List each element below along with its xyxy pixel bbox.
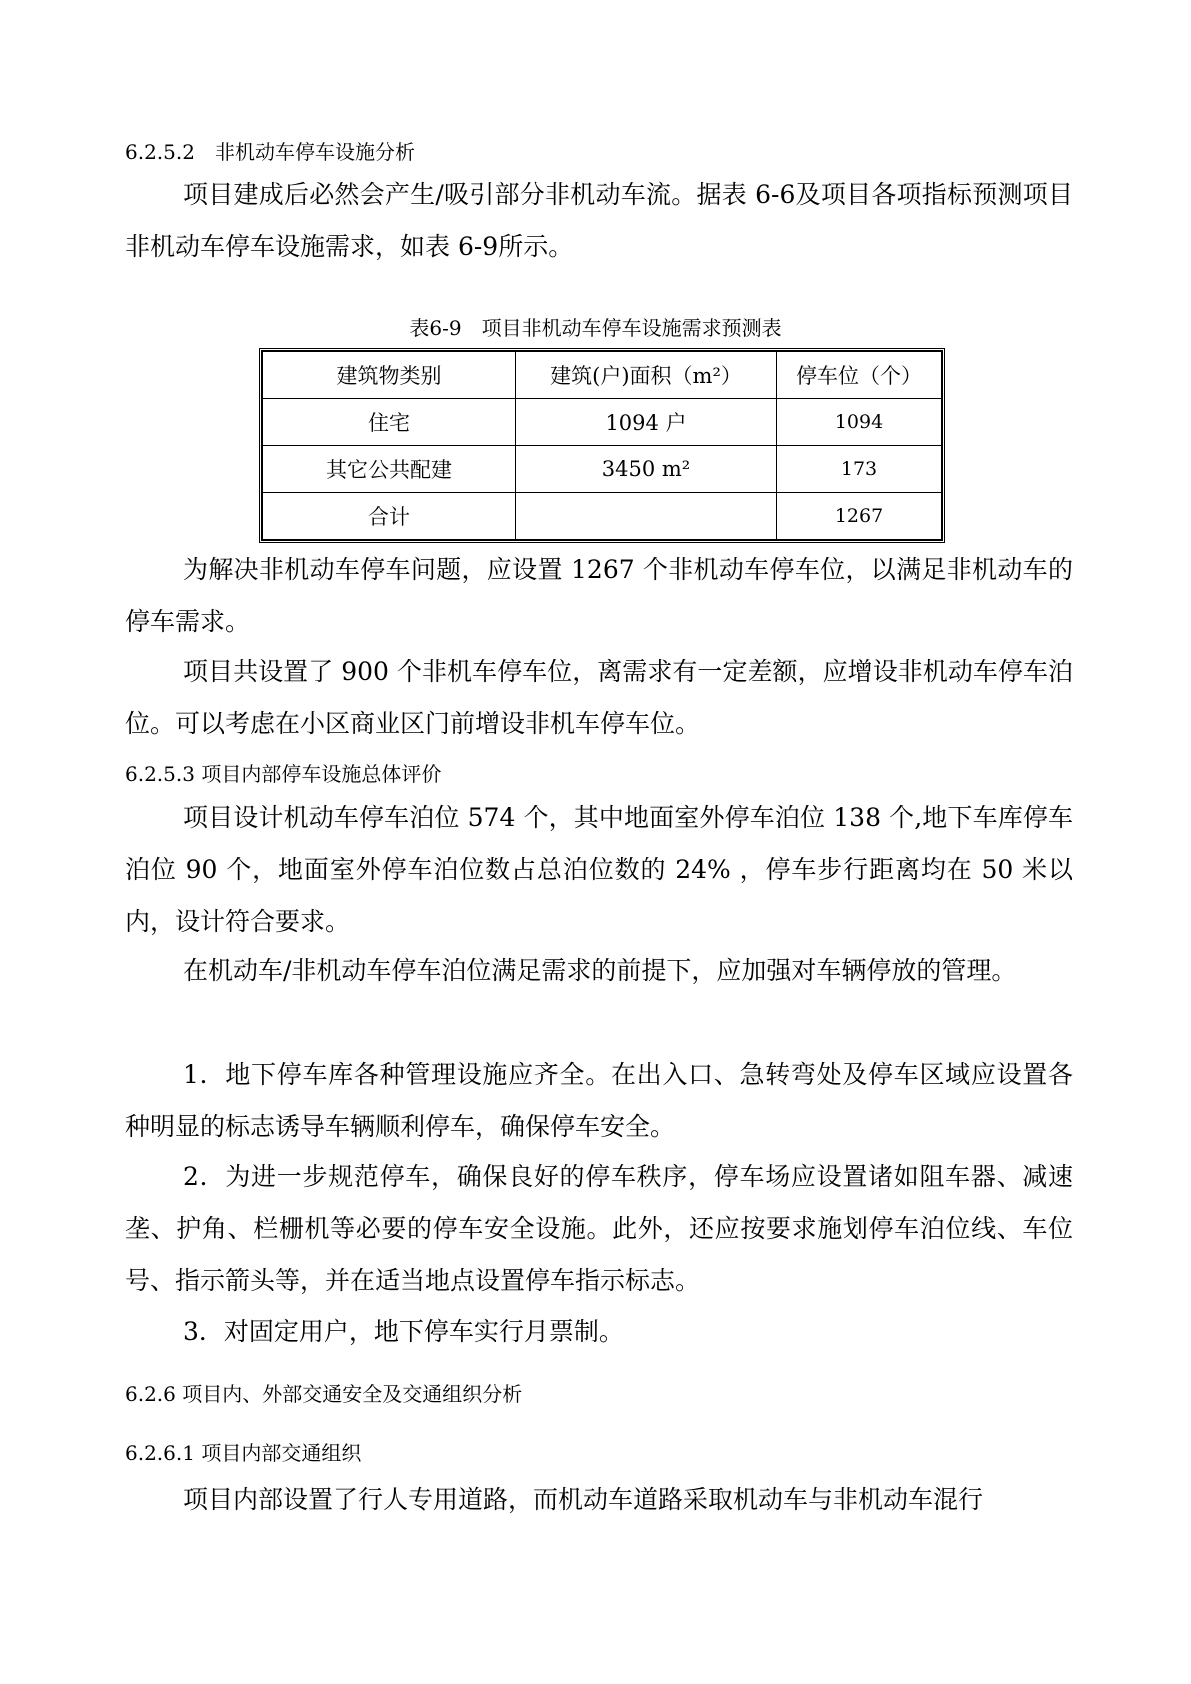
table-cell: 1094 户 xyxy=(516,399,777,446)
paragraph-internal-traffic: 项目内部设置了行人专用道路，而机动车道路采取机动车与非机动车混行 xyxy=(183,1485,984,1514)
table-cell: 1267 xyxy=(777,493,942,540)
table-caption: 表6-9 项目非机动车停车设施需求预测表 xyxy=(409,316,782,340)
paragraph-intro: 项目建成后必然会产生/吸引部分非机动车流。据表 6-6及项目各项指标预测项目非机动车停车设施需求，如表 6-9所示。 xyxy=(125,180,1073,261)
table-row xyxy=(263,399,942,446)
table-cell xyxy=(516,493,777,540)
table-cell: 其它公共配建 xyxy=(263,446,516,493)
paragraph-supply: 项目共设置了 900 个非机车停车位，离需求有一定差额，应增设非机动车停车泊位。可以考虑在小区商业区门前增设非机车停车位。 xyxy=(125,657,1073,738)
paragraph-management: 在机动车/非机动车停车泊位满足需求的前提下，应加强对车辆停放的管理。 xyxy=(183,956,1017,985)
table-cell: 合计 xyxy=(263,493,516,540)
header-building-type: 建筑物类别 xyxy=(263,352,516,399)
table-cell: 1094 xyxy=(777,399,942,446)
paragraph-item-2: 2．为进一步规范停车，确保良好的停车秩序，停车场应设置诸如阻车器、减速垄、护角、栏栅机等必要的停车安全设施。此外，还应按要求施划停车泊位线、车位号、指示箭头等，并在适当地点设置停车指示标志。 xyxy=(125,1162,1073,1295)
section-heading-6-2-6: 6.2.6 项目内、外部交通安全及交通组织分析 xyxy=(125,1382,523,1406)
paragraph-motor-parking: 项目设计机动车停车泊位 574 个，其中地面室外停车泊位 138 个,地下车库停车泊位 90 个，地面室外停车泊位数占总泊位数的 24% ，停车步行距离均在 50 米以内，设计符合要求。 xyxy=(125,803,1073,936)
table-header-row xyxy=(263,352,942,399)
table-cell: 173 xyxy=(777,446,942,493)
paragraph-item-3: 3．对固定用户，地下停车实行月票制。 xyxy=(183,1317,624,1346)
parking-demand-table xyxy=(259,348,945,543)
section-heading-6-2-5-2: 6.2.5.2 非机动车停车设施分析 xyxy=(125,140,415,164)
paragraph-item-1: 1．地下停车库各种管理设施应齐全。在出入口、急转弯处及停车区域应设置各种明显的标志诱导车辆顺利停车，确保停车安全。 xyxy=(125,1060,1073,1141)
table-cell: 住宅 xyxy=(263,399,516,446)
table-row xyxy=(263,446,942,493)
table-cell: 3450 m² xyxy=(516,446,777,493)
paragraph-demand: 为解决非机动车停车问题，应设置 1267 个非机动车停车位，以满足非机动车的停车需求。 xyxy=(125,555,1073,636)
section-heading-6-2-5-3: 6.2.5.3 项目内部停车设施总体评价 xyxy=(125,762,442,786)
header-area: 建筑(户)面积（m²） xyxy=(516,352,777,399)
section-heading-6-2-6-1: 6.2.6.1 项目内部交通组织 xyxy=(125,1441,362,1465)
table-row-total xyxy=(263,493,942,540)
header-parking-spaces: 停车位（个） xyxy=(777,352,942,399)
